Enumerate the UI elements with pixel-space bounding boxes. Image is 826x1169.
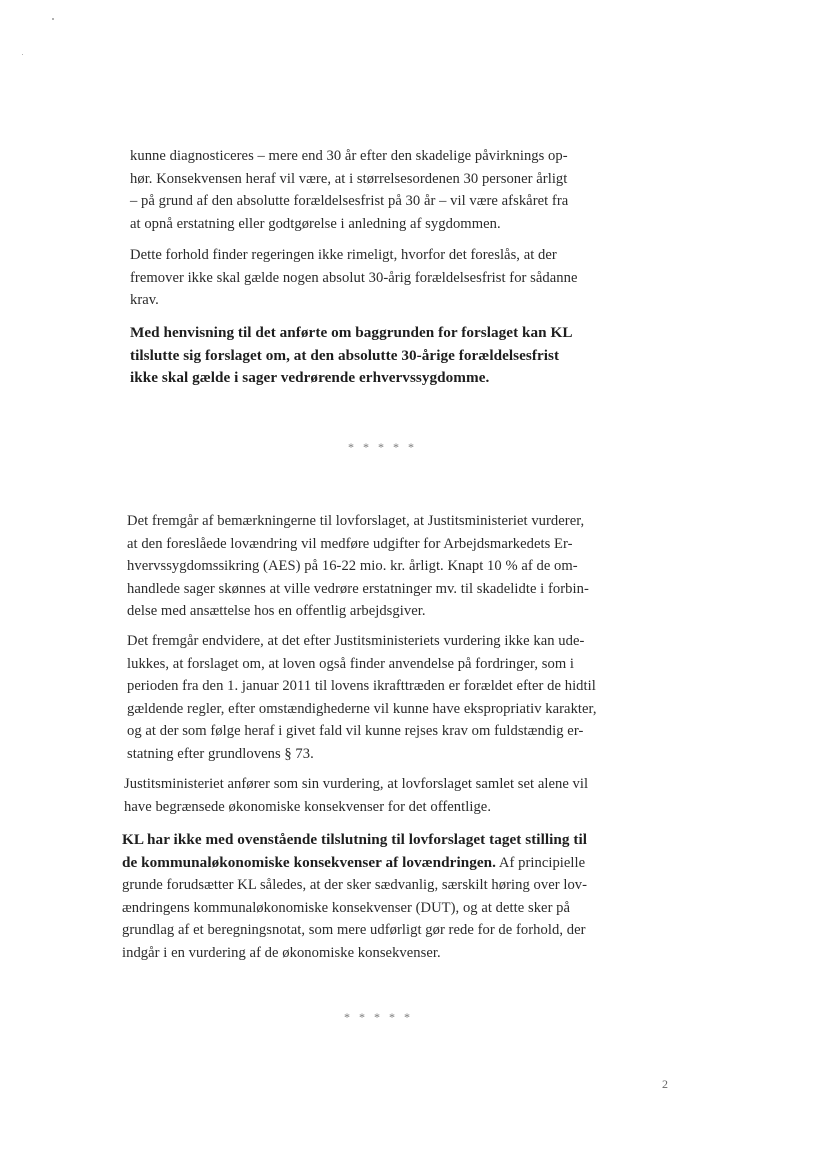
text-line: grunde forudsætter KL således, at der sker sædvanlig, særskilt høring over lov- [122,877,588,893]
text-line: handlede sager skønnes at ville vedrøre erstatninger mv. til skadelidte i forbin- [127,580,589,597]
text-line: at den foreslåede lovændring vil medføre udgifter for Arbejdsmarkedets Er- [127,535,573,552]
paragraph-6 [124,773,588,818]
text-line: Det fremgår endvidere, at det efter Justitsministeriets vurdering ikke kan ude- [127,633,585,649]
paragraph-1 [130,145,568,235]
text-line: Det fremgår af bemærkningerne til lovforslaget, at Justitsministeriet vurderer, [127,513,585,529]
text-line: statning efter grundlovens § 73. [127,745,314,762]
text-line: tilslutte sig forslaget om, at den absolutte 30-årige forældelsesfrist [130,346,560,364]
bold-text: de kommunaløkonomiske konsekvenser af lovændringen. [122,853,497,871]
scan-speck [22,54,23,55]
page-number: 2 [662,1077,668,1091]
text-line: at opnå erstatning eller godtgørelse i anledning af sygdommen. [130,215,501,232]
text-line: hør. Konsekvensen heraf vil være, at i størrelsesordenen 30 personer årligt [130,170,568,187]
scan-speck [52,18,54,20]
text-line: gældende regler, efter omstændighederne vil kunne have ekspropriativ karakter, [127,700,597,717]
text-line: og at der som følge heraf i givet fald vil kunne rejses krav om fuldstændig er- [127,723,584,739]
paragraph-5 [127,630,597,765]
regular-text: Af principielle [496,854,586,871]
text-line: Med henvisning til det anførte om baggrunden for forslaget kan KL [130,324,573,341]
text-line: grundlag af et beregningsnotat, som mere udførligt gør rede for de forhold, der [122,922,586,938]
text-line: have begrænsede økonomiske konsekvenser for det offentlige. [124,798,492,815]
text-line: indgår i en vurdering af de økonomiske konsekvenser. [122,944,441,961]
paragraph-2 [130,244,578,312]
paragraph-3-bold [130,322,573,390]
text-line: fremover ikke skal gælde nogen absolut 30-årig forældelsesfrist for sådanne [130,269,578,286]
text-line: krav. [130,292,159,308]
text-line: ikke skal gælde i sager vedrørende erhvervssygdomme. [130,369,490,386]
text-line [122,852,587,875]
text-line: ændringens kommunaløkonomiske konsekvenser (DUT), og at dette sker på [122,899,571,916]
text-line: – på grund af den absolutte forældelsesfrist på 30 år – vil være afskåret fra [130,193,569,209]
text-line: Dette forhold finder regeringen ikke rimeligt, hvorfor det foreslås, at der [130,247,557,263]
text-line: hvervssygdomssikring (AES) på 16-22 mio. kr. årligt. Knapt 10 % af de om- [127,558,578,574]
text-line: Justitsministeriet anfører som sin vurdering, at lovforslaget samlet set alene vil [124,776,589,792]
section-separator-1: * * * * * [348,440,417,454]
text-line: delse med ansættelse hos en offentlig arbejdsgiver. [127,603,426,619]
paragraph-4 [127,510,589,623]
section-separator-2: * * * * * [344,1010,413,1024]
text-line: KL har ikke med ovenstående tilslutning til lovforslaget taget stilling til [122,831,588,848]
text-line: kunne diagnosticeres – mere end 30 år efter den skadelige påvirknings op- [130,148,568,164]
paragraph-7 [122,829,587,964]
text-line: lukkes, at forslaget om, at loven også finder anvendelse på fordringer, som i [127,655,575,672]
text-line: perioden fra den 1. januar 2011 til lovens ikrafttræden er forældet efter de hidtil [127,678,596,694]
